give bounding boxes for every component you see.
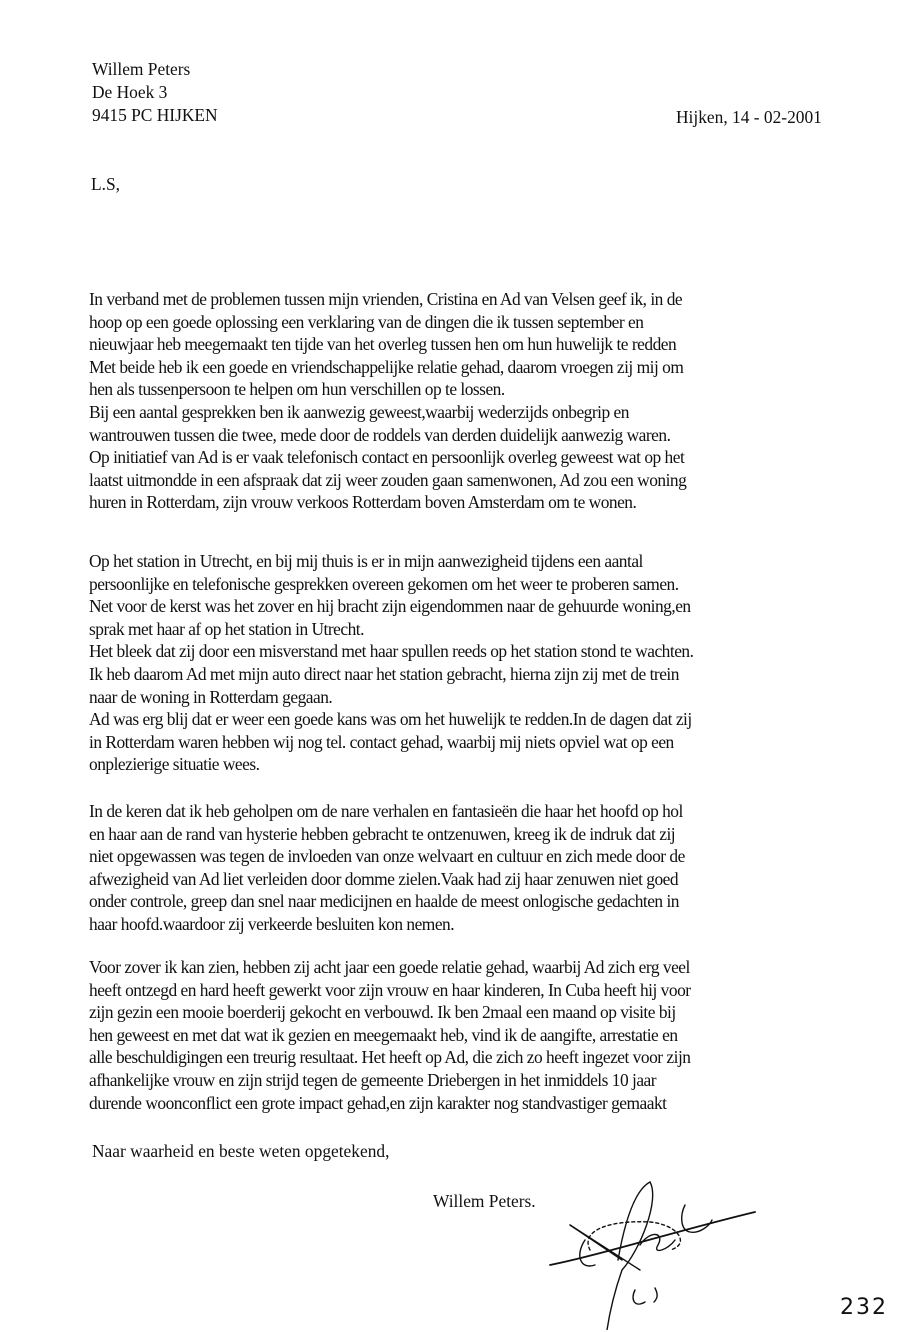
paragraph-line: wantrouwen tussen die twee, mede door de roddels van derden duidelijk aanwezig waren. bbox=[89, 424, 671, 445]
paragraph-line: Net voor de kerst was het zover en hij bracht zijn eigendommen naar de gehuurde woning,en bbox=[89, 596, 691, 617]
paragraph-line: niet opgewassen was tegen de invloeden van onze welvaart en cultuur en zich mede door de bbox=[89, 846, 685, 867]
paragraph-line: alle beschuldigingen een treurig resultaat. Het heeft op Ad, die zich zo heeft ingezet voor zijn bbox=[89, 1047, 691, 1068]
paragraph-3 bbox=[89, 800, 685, 936]
paragraph-line: sprak met haar af op het station in Utrecht. bbox=[89, 618, 364, 639]
sender-city: 9415 PC HIJKEN bbox=[92, 105, 218, 125]
paragraph-line: afwezigheid van Ad liet verleiden door domme zielen.Vaak had zij haar zenuwen niet goed bbox=[89, 868, 679, 889]
paragraph-line: Bij een aantal gesprekken ben ik aanwezig geweest,waarbij wederzijds onbegrip en bbox=[89, 401, 629, 422]
sender-street: De Hoek 3 bbox=[92, 82, 168, 102]
paragraph-line: laatst uitmondde in een afspraak dat zij weer zouden gaan samenwonen, Ad zou een woning bbox=[89, 469, 687, 490]
paragraph-line: hen als tussenpersoon te helpen om hun verschillen op te lossen. bbox=[89, 379, 505, 400]
paragraph-line: persoonlijke en telefonische gesprekken overeen gekomen om het weer te proberen samen. bbox=[89, 573, 679, 594]
salutation: L.S, bbox=[91, 174, 120, 194]
paragraph-line: Op initiatief van Ad is er vaak telefonisch contact en persoonlijk overleg geweest wat op het bbox=[89, 447, 685, 468]
paragraph-4 bbox=[89, 956, 691, 1114]
paragraph-line: In verband met de problemen tussen mijn vrienden, Cristina en Ad van Velsen geef ik, in de bbox=[89, 289, 683, 309]
paragraph-line: durende woonconflict een grote impact gehad,en zijn karakter nog standvastiger gemaakt bbox=[89, 1092, 667, 1113]
page-number: 232 bbox=[840, 1295, 888, 1320]
letter-date: Hijken, 14 - 02-2001 bbox=[676, 107, 822, 127]
paragraph-line: Voor zover ik kan zien, hebben zij acht jaar een goede relatie gehad, waarbij Ad zich erg veel bbox=[89, 957, 690, 977]
paragraph-line: In de keren dat ik heb geholpen om de nare verhalen en fantasieën die haar het hoofd op hol bbox=[89, 801, 683, 821]
paragraph-line: huren in Rotterdam, zijn vrouw verkoos Rotterdam boven Amsterdam om te wonen. bbox=[89, 492, 637, 513]
paragraph-line: Ad was erg blij dat er weer een goede kans was om het huwelijk te redden.In de dagen dat zij bbox=[89, 709, 692, 730]
paragraph-line: Ik heb daarom Ad met mijn auto direct naar het station gebracht, hierna zijn zij met de trein bbox=[89, 663, 679, 684]
paragraph-line: hoop op een goede oplossing een verklaring van de dingen die ik tussen september en bbox=[89, 311, 644, 332]
handwritten-signature bbox=[540, 1170, 780, 1330]
paragraph-line: Het bleek dat zij door een misverstand met haar spullen reeds op het station stond te wachten. bbox=[89, 641, 694, 662]
paragraph-line: onplezierige situatie wees. bbox=[89, 754, 260, 775]
signature-name: Willem Peters. bbox=[433, 1191, 536, 1211]
paragraph-line: naar de woning in Rotterdam gegaan. bbox=[89, 686, 333, 707]
paragraph-line: heeft ontzegd en hard heeft gewerkt voor zijn vrouw en haar kinderen, In Cuba heeft hij voor bbox=[89, 979, 691, 1000]
sender-name: Willem Peters bbox=[92, 59, 191, 79]
paragraph-line: zijn gezin een mooie boerderij gekocht en verbouwd. Ik ben 2maal een maand op visite bij bbox=[89, 1002, 676, 1023]
paragraph-1 bbox=[89, 288, 686, 514]
paragraph-line: onder controle, greep dan snel naar medicijnen en haalde de meest onlogische gedachten in bbox=[89, 891, 680, 912]
paragraph-line: afhankelijke vrouw en zijn strijd tegen de gemeente Driebergen in het inmiddels 10 jaar bbox=[89, 1069, 657, 1090]
paragraph-2 bbox=[89, 550, 693, 776]
paragraph-line: nieuwjaar heb meegemaakt ten tijde van het overleg tussen hen om hun huwelijk te redden bbox=[89, 334, 677, 355]
closing-line: Naar waarheid en beste weten opgetekend, bbox=[92, 1141, 390, 1161]
paragraph-line: haar hoofd.waardoor zij verkeerde besluiten kon nemen. bbox=[89, 913, 455, 934]
sender-address bbox=[92, 58, 218, 127]
paragraph-line: Op het station in Utrecht, en bij mij thuis is er in mijn aanwezigheid tijdens een aantal bbox=[89, 551, 643, 571]
paragraph-line: hen geweest en met dat wat ik gezien en meegemaakt heb, vind ik de aangifte, arrestatie en bbox=[89, 1024, 678, 1045]
paragraph-line: Met beide heb ik een goede en vriendschappelijke relatie gehad, daarom vroegen zij mij om bbox=[89, 356, 684, 377]
paragraph-line: in Rotterdam waren hebben wij nog tel. contact gehad, waarbij mij niets opviel wat op een bbox=[89, 731, 674, 752]
paragraph-line: en haar aan de rand van hysterie hebben gebracht te ontzenuwen, kreeg ik de indruk dat zij bbox=[89, 823, 676, 844]
